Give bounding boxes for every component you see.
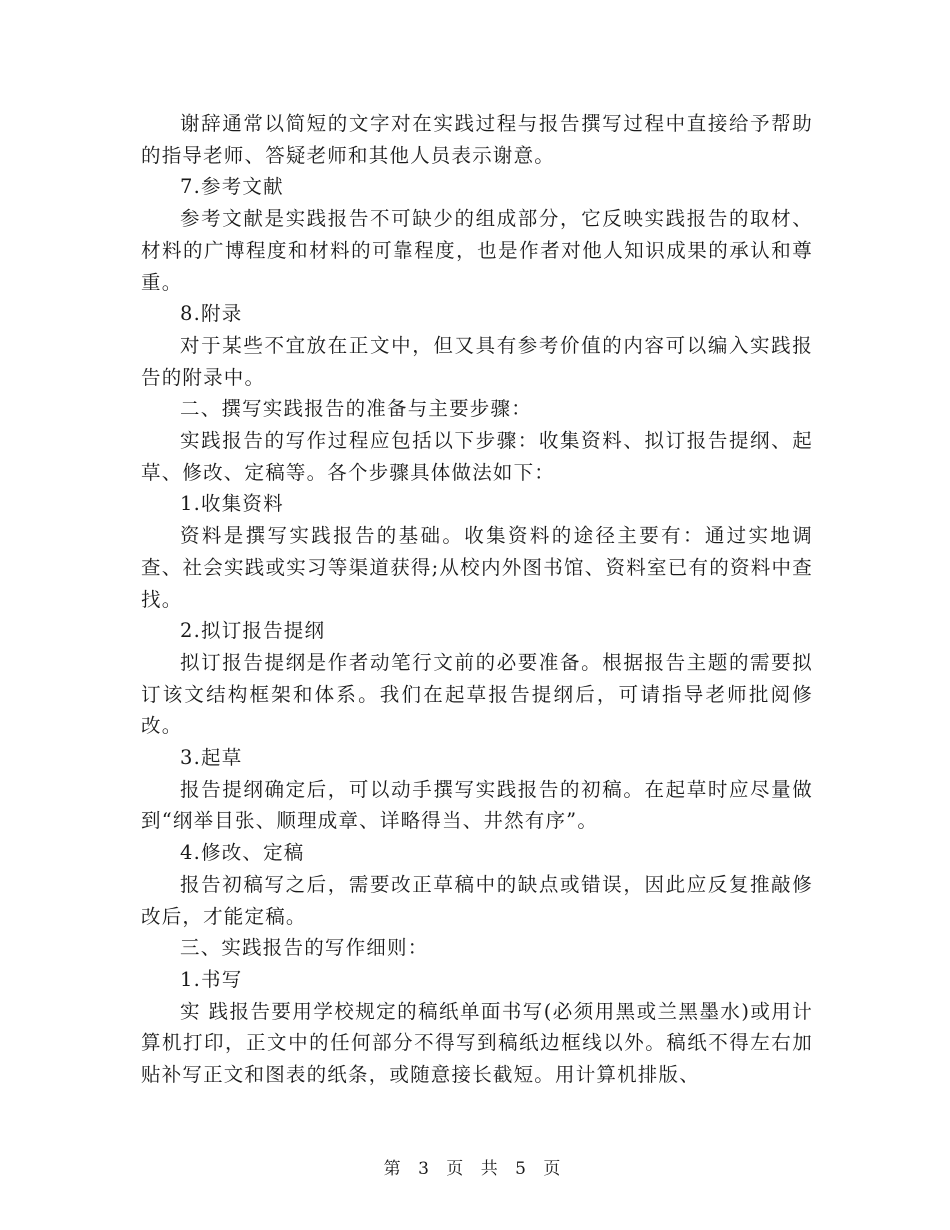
heading-writing: 1.书写 xyxy=(180,967,243,991)
heading-drafting: 3.起草 xyxy=(180,746,243,770)
heading-collect-materials: 1.收集资料 xyxy=(180,492,284,516)
page-number-footer: 第 3 页 共 5 页 xyxy=(383,1159,567,1179)
document-body xyxy=(141,108,813,1091)
paragraph-collect-materials: 资料是撰写实践报告的基础。收集资料的途径主要有：通过实地调查、社会实践或实习等渠道获得;从校内外图书馆、资料室已有的资料中查找。 xyxy=(141,524,813,611)
paragraph-writing: 实 践报告要用学校规定的稿纸单面书写(必须用黑或兰黑墨水)或用计算机打印，正文中的任何部分不得写到稿纸边框线以外。稿纸不得左右加贴补写正文和图表的纸条，或随意接长截短。用计算机排版、 xyxy=(141,999,813,1087)
paragraph-steps-intro: 实践报告的写作过程应包括以下步骤：收集资料、拟订报告提纲、起草、修改、定稿等。各个步骤具体做法如下： xyxy=(141,429,813,484)
heading-revise-finalize: 4.修改、定稿 xyxy=(180,841,305,865)
paragraph-appendix-body: 对于某些不宜放在正文中，但又具有参考价值的内容可以编入实践报告的附录中。 xyxy=(141,333,813,389)
heading-draft-outline: 2.拟订报告提纲 xyxy=(180,619,326,643)
section-heading-writing-rules: 三、实践报告的写作细则： xyxy=(180,936,429,960)
paragraph-acknowledgement-body: 谢辞通常以简短的文字对在实践过程与报告撰写过程中直接给予帮助的指导老师、答疑老师和其他人员表示谢意。 xyxy=(141,112,813,167)
paragraph-revise-finalize: 报告初稿写之后，需要改正草稿中的缺点或错误，因此应反复推敲修改后，才能定稿。 xyxy=(141,872,813,928)
heading-references: 7.参考文献 xyxy=(180,175,284,199)
section-heading-preparation: 二、撰写实践报告的准备与主要步骤： xyxy=(180,397,532,421)
paragraph-drafting: 报告提纲确定后，可以动手撰写实践报告的初稿。在起草时应尽量做到“纲举目张、顺理成章、详略得当、井然有序”。 xyxy=(141,777,813,833)
heading-appendix: 8.附录 xyxy=(180,302,243,326)
paragraph-draft-outline: 拟订报告提纲是作者动笔行文前的必要准备。根据报告主题的需要拟订该文结构框架和体系。我们在起草报告提纲后，可请指导老师批阅修改。 xyxy=(141,650,813,738)
paragraph-references-body: 参考文献是实践报告不可缺少的组成部分，它反映实践报告的取材、材料的广博程度和材料的可靠程度，也是作者对他人知识成果的承认和尊重。 xyxy=(141,207,813,294)
